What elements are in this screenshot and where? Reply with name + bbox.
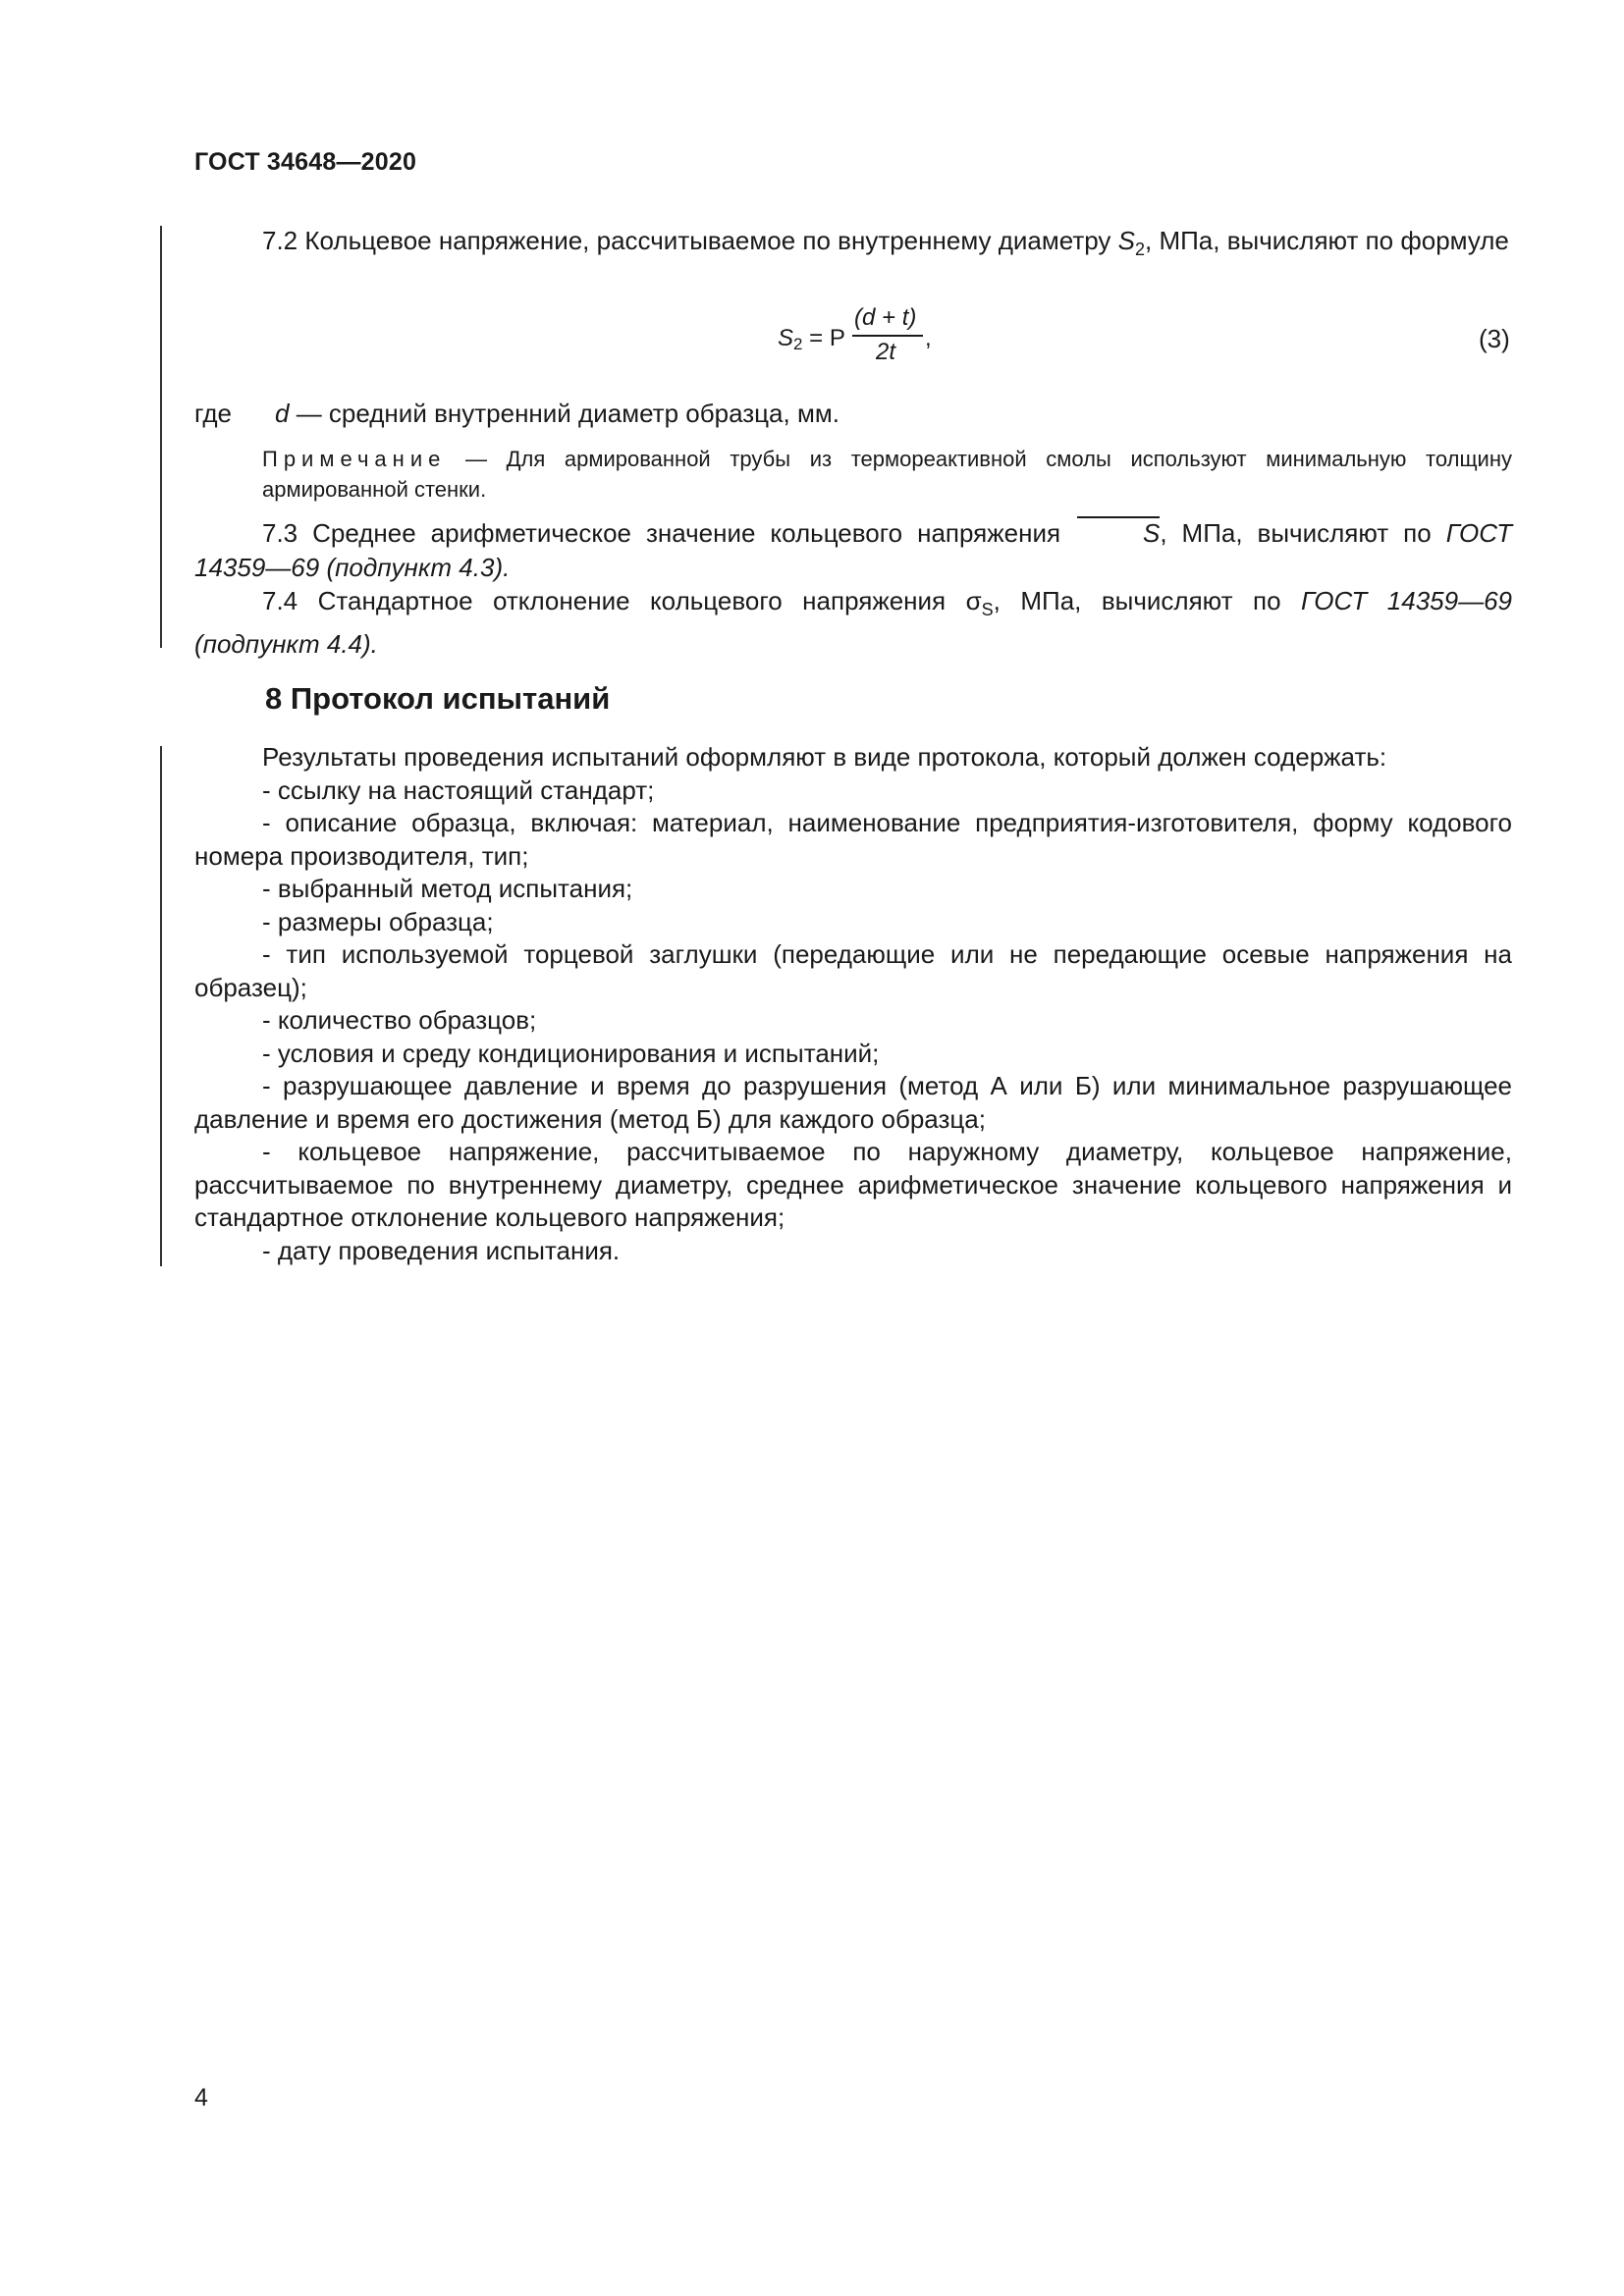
list-item: - кольцевое напряжение, рассчитываемое по наружному диаметру, кольцевое напряжение, рассчитываемое по внутреннему диаметру, среднее арифметическое значение кольцевого напряжения и стандартное отклонение кольцевого напряжения; xyxy=(194,1137,1512,1232)
formula-trail: , xyxy=(925,325,932,351)
note-label: Примечание xyxy=(262,447,447,471)
protocol-list xyxy=(194,741,1512,1267)
list-item: - описание образца, включая: материал, наименование предприятия-изготовителя, форму кодового номера производителя, тип; xyxy=(194,808,1512,871)
section-heading-8: 8 Протокол испытаний xyxy=(265,681,611,716)
fraction-line xyxy=(852,335,923,337)
list-item: - ссылку на настоящий стандарт; xyxy=(262,774,655,805)
where-clause: где d — средний внутренний диаметр образца, мм. xyxy=(194,399,839,428)
formula-lhs: $S_2 = P$ xyxy=(778,325,845,353)
var-s2: S xyxy=(1117,226,1135,255)
list-item: - количество образцов; xyxy=(262,1005,537,1035)
page-number: 4 xyxy=(194,2084,208,2111)
document-header: ГОСТ 34648—2020 xyxy=(194,148,417,176)
list-item: - выбранный метод испытания; xyxy=(262,874,633,903)
list-intro: Результаты проведения испытаний оформляют в виде протокола, который должен содержать: xyxy=(262,742,1387,772)
list-item: - разрушающее давление и время до разрушения (метод А или Б) или минимальное разрушающее давление и время его достижения (метод Б) для каждого образца; xyxy=(194,1071,1512,1134)
var-s-mean: S xyxy=(1075,516,1160,551)
paragraph-7-2: 7.2 Кольцевое напряжение, рассчитываемое по внутреннему диаметру $S_2$, МПа, вычисляют по формуле xyxy=(262,226,1509,260)
list-item: - дату проведения испытания. xyxy=(262,1235,621,1265)
paragraph-7-4: 7.4 Стандартное отклонение кольцевого напряжения $\sigma_S$, МПа, вычисляют по ГОСТ 14359—69 (подпункт 4.4). xyxy=(194,586,1513,660)
list-item: - размеры образца; xyxy=(262,906,494,936)
formula-denominator: 2t xyxy=(876,339,896,365)
change-bar-section-7 xyxy=(160,226,162,648)
formula-numerator: (d + t) xyxy=(854,304,917,331)
note-text: — Для армированной трубы из термореактивной смолы используют минимальную толщину армированной стенки. xyxy=(262,447,1512,502)
reference-gost-4-4: ГОСТ 14359—69 (подпункт 4.4). xyxy=(194,586,1513,660)
list-item: - условия и среду кондиционирования и испытаний; xyxy=(262,1038,880,1068)
equation-number: (3) xyxy=(1479,324,1510,353)
change-bar-section-8 xyxy=(160,746,162,1266)
reference-gost-4-3: ГОСТ 14359—69 (подпункт 4.3). xyxy=(194,518,1512,582)
list-item: - тип используемой торцевой заглушки (передающие или не передающие осевые напряжения на образец); xyxy=(194,939,1512,1002)
paragraph-7-3: 7.3 Среднее арифметическое значение кольцевого напряжения S, МПа, вычисляют по ГОСТ 14359—69 (подпункт 4.3). xyxy=(194,518,1512,582)
note xyxy=(262,444,1512,505)
